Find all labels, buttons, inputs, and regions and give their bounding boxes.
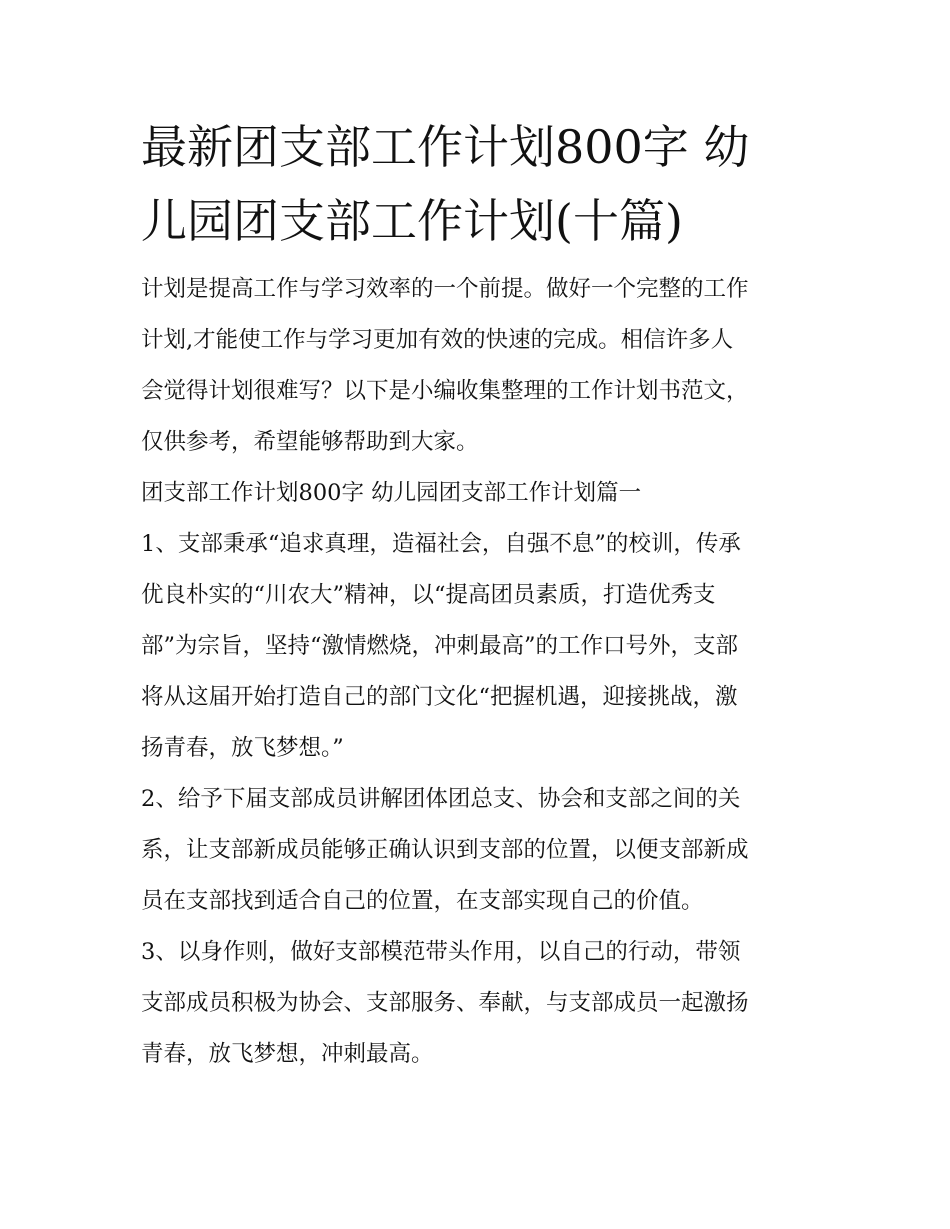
title-line: 最新团支部工作计划800字 幼 xyxy=(141,120,750,174)
section-subheading xyxy=(141,468,816,519)
document-title xyxy=(141,110,816,258)
subheading-text: 团支部工作计划800字 幼儿园团支部工作计划篇一 xyxy=(141,480,642,506)
text-line: 员在支部找到适合自己的位置，在支部实现自己的价值。 xyxy=(141,888,704,914)
title-line: 儿园团支部工作计划(十篇) xyxy=(141,194,683,248)
text-line: 扬青春，放飞梦想。” xyxy=(141,735,344,761)
text-line: 计划是提高工作与学习效率的一个前提。做好一个完整的工作 xyxy=(141,276,749,302)
text-line: 支部成员积极为协会、支部服务、奉献，与支部成员一起激扬 xyxy=(141,990,749,1016)
text-line: 会觉得计划很难写？以下是小编收集整理的工作计划书范文， xyxy=(141,378,749,404)
plan-item-1 xyxy=(141,519,816,774)
text-line: 将从这届开始打造自己的部门文化“把握机遇，迎接挑战，激 xyxy=(141,684,738,710)
text-line: 青春，放飞梦想，冲刺最高。 xyxy=(141,1041,434,1067)
document-content xyxy=(141,110,816,1080)
plan-item-2 xyxy=(141,774,816,927)
text-line: 系，让支部新成员能够正确认识到支部的位置，以便支部新成 xyxy=(141,837,749,863)
intro-paragraph xyxy=(141,264,816,468)
text-line: 1、支部秉承“追求真理，造福社会，自强不息”的校训，传承 xyxy=(141,531,741,557)
text-line: 3、以身作则，做好支部模范带头作用，以自己的行动，带领 xyxy=(141,939,741,965)
text-line: 计划,才能使工作与学习更加有效的快速的完成。相信许多人 xyxy=(141,327,734,353)
document-body xyxy=(141,264,816,1080)
text-line: 优良朴实的“川农大”精神，以“提高团员素质，打造优秀支 xyxy=(141,582,716,608)
text-line: 部”为宗旨，坚持“激情燃烧，冲刺最高”的工作口号外，支部 xyxy=(141,633,739,659)
text-line: 2、给予下届支部成员讲解团体团总支、协会和支部之间的关 xyxy=(141,786,741,812)
text-line: 仅供参考，希望能够帮助到大家。 xyxy=(141,429,479,455)
plan-item-3 xyxy=(141,927,816,1080)
